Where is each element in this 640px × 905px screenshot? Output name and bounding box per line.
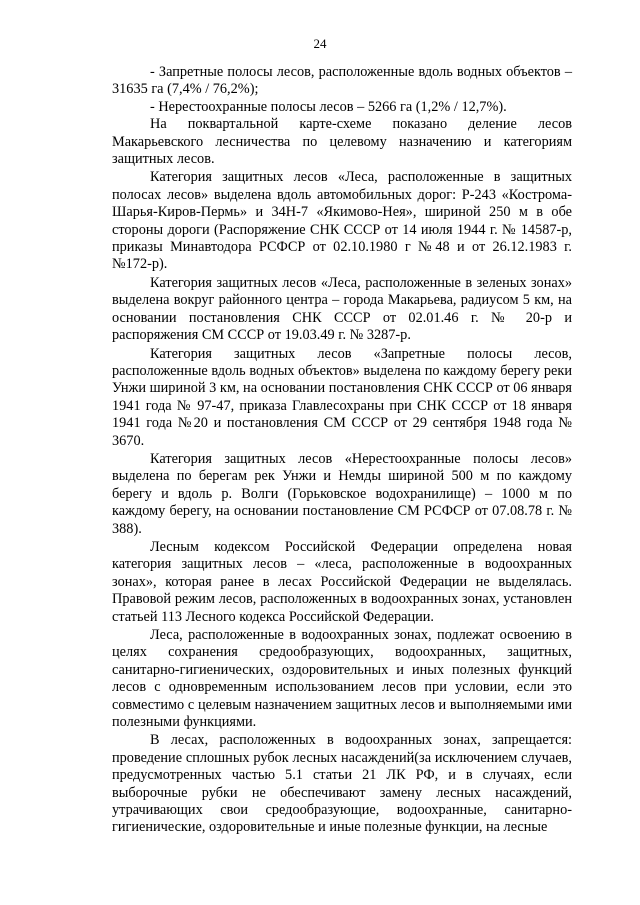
paragraph-map-scheme: На поквартальной карте-схеме показано деление лесов Макарьевского лесничества по целевому назначению и категориям защитных лесов. [112,116,572,168]
page-number: 24 [313,36,327,51]
paragraph-green-zones: Категория защитных лесов «Леса, расположенные в зеленых зонах» выделена вокруг районного центра – города Макарьева, радиусом 5 км, на основании постановления СНК СССР от 02.01.46 г. № 20-р и распоряжения СМ СССР от 19.03.49 г. № 3287-р. [112,274,572,344]
paragraph-spawning-strips: - Нерестоохранные полосы лесов – 5266 га (1,2% / 12,7%). [150,98,507,115]
paragraph-protective-strips: Категория защитных лесов «Леса, расположенные в защитных полосах лесов» выделена вдоль автомобильных дорог: Р-243 «Кострома-Шарья-Киров-Пермь» и 34Н-7 «Якимово-Нея», шириной 250 м в обе стороны дороги (Распоряжение СНК СССР от 14 июля 1944 г. № 14587-р, приказы Минавтодора РСФСР от 02.10.1980 г №48 и от 26.12.1983 г. №172-р). [112,169,572,273]
paragraph-spawning-protection: Категория защитных лесов «Нерестоохранные полосы лесов» выделена по берегам рек Унжи и Немды шириной 500 м по каждому берегу и вдоль р. Волги (Горьковское водохранилище) – 1000 м по каждому берегу, на основании постановление СМ РСФСР от 07.08.78 г. № 388). [112,450,572,537]
paragraph-water-protection-use: Леса, расположенные в водоохранных зонах, подлежат освоению в целях сохранения средообразующих, водоохранных, защитных, санитарно-гигиенических, оздоровительных и иных полезных функций лесов с одновременным использованием лесов при условии, если это совместимо с целевым назначением защитных лесов и выполняемыми ими полезными функциями. [112,627,572,731]
paragraph-forbidden-water-strips: Категория защитных лесов «Запретные полосы лесов, расположенные вдоль водных объектов» выделена по каждому берегу реки Унжи шириной 3 км, на основании постановления СНК СССР от 06 января 1941 года № 97-47, приказа Главлесохраны при СНК СССР от 18 января 1941 года №20 и постановления СМ СССР от 29 сентября 1948 года № 3670. [112,345,572,449]
paragraph-prohibitions: В лесах, расположенных в водоохранных зонах, запрещается: проведение сплошных рубок лесных насаждений(за исключением случаев, предусмотренных частью 5.1 статьи 21 ЛК РФ, и в случаях, если выборочные рубки не обеспечивают замену лесных насаждений, утрачивающих свои средообразующие, водоохранные, санитарно-гигиенические, оздоровительные и иные полезные функции, на лесные [112,732,572,836]
paragraph-forbidden-strips: - Запретные полосы лесов, расположенные вдоль водных объектов – 31635 га (7,4% / 76,2%); [112,64,572,98]
paragraph-forest-code: Лесным кодексом Российской Федерации определена новая категория защитных лесов – «леса, расположенные в водоохранных зонах», которая ранее в лесах Российской Федерации не выделялась. Правовой режим лесов, расположенных в водоохранных зонах, установлен статьей 113 Лесного кодекса Российской Федерации. [112,538,572,625]
document-body [112,64,572,837]
